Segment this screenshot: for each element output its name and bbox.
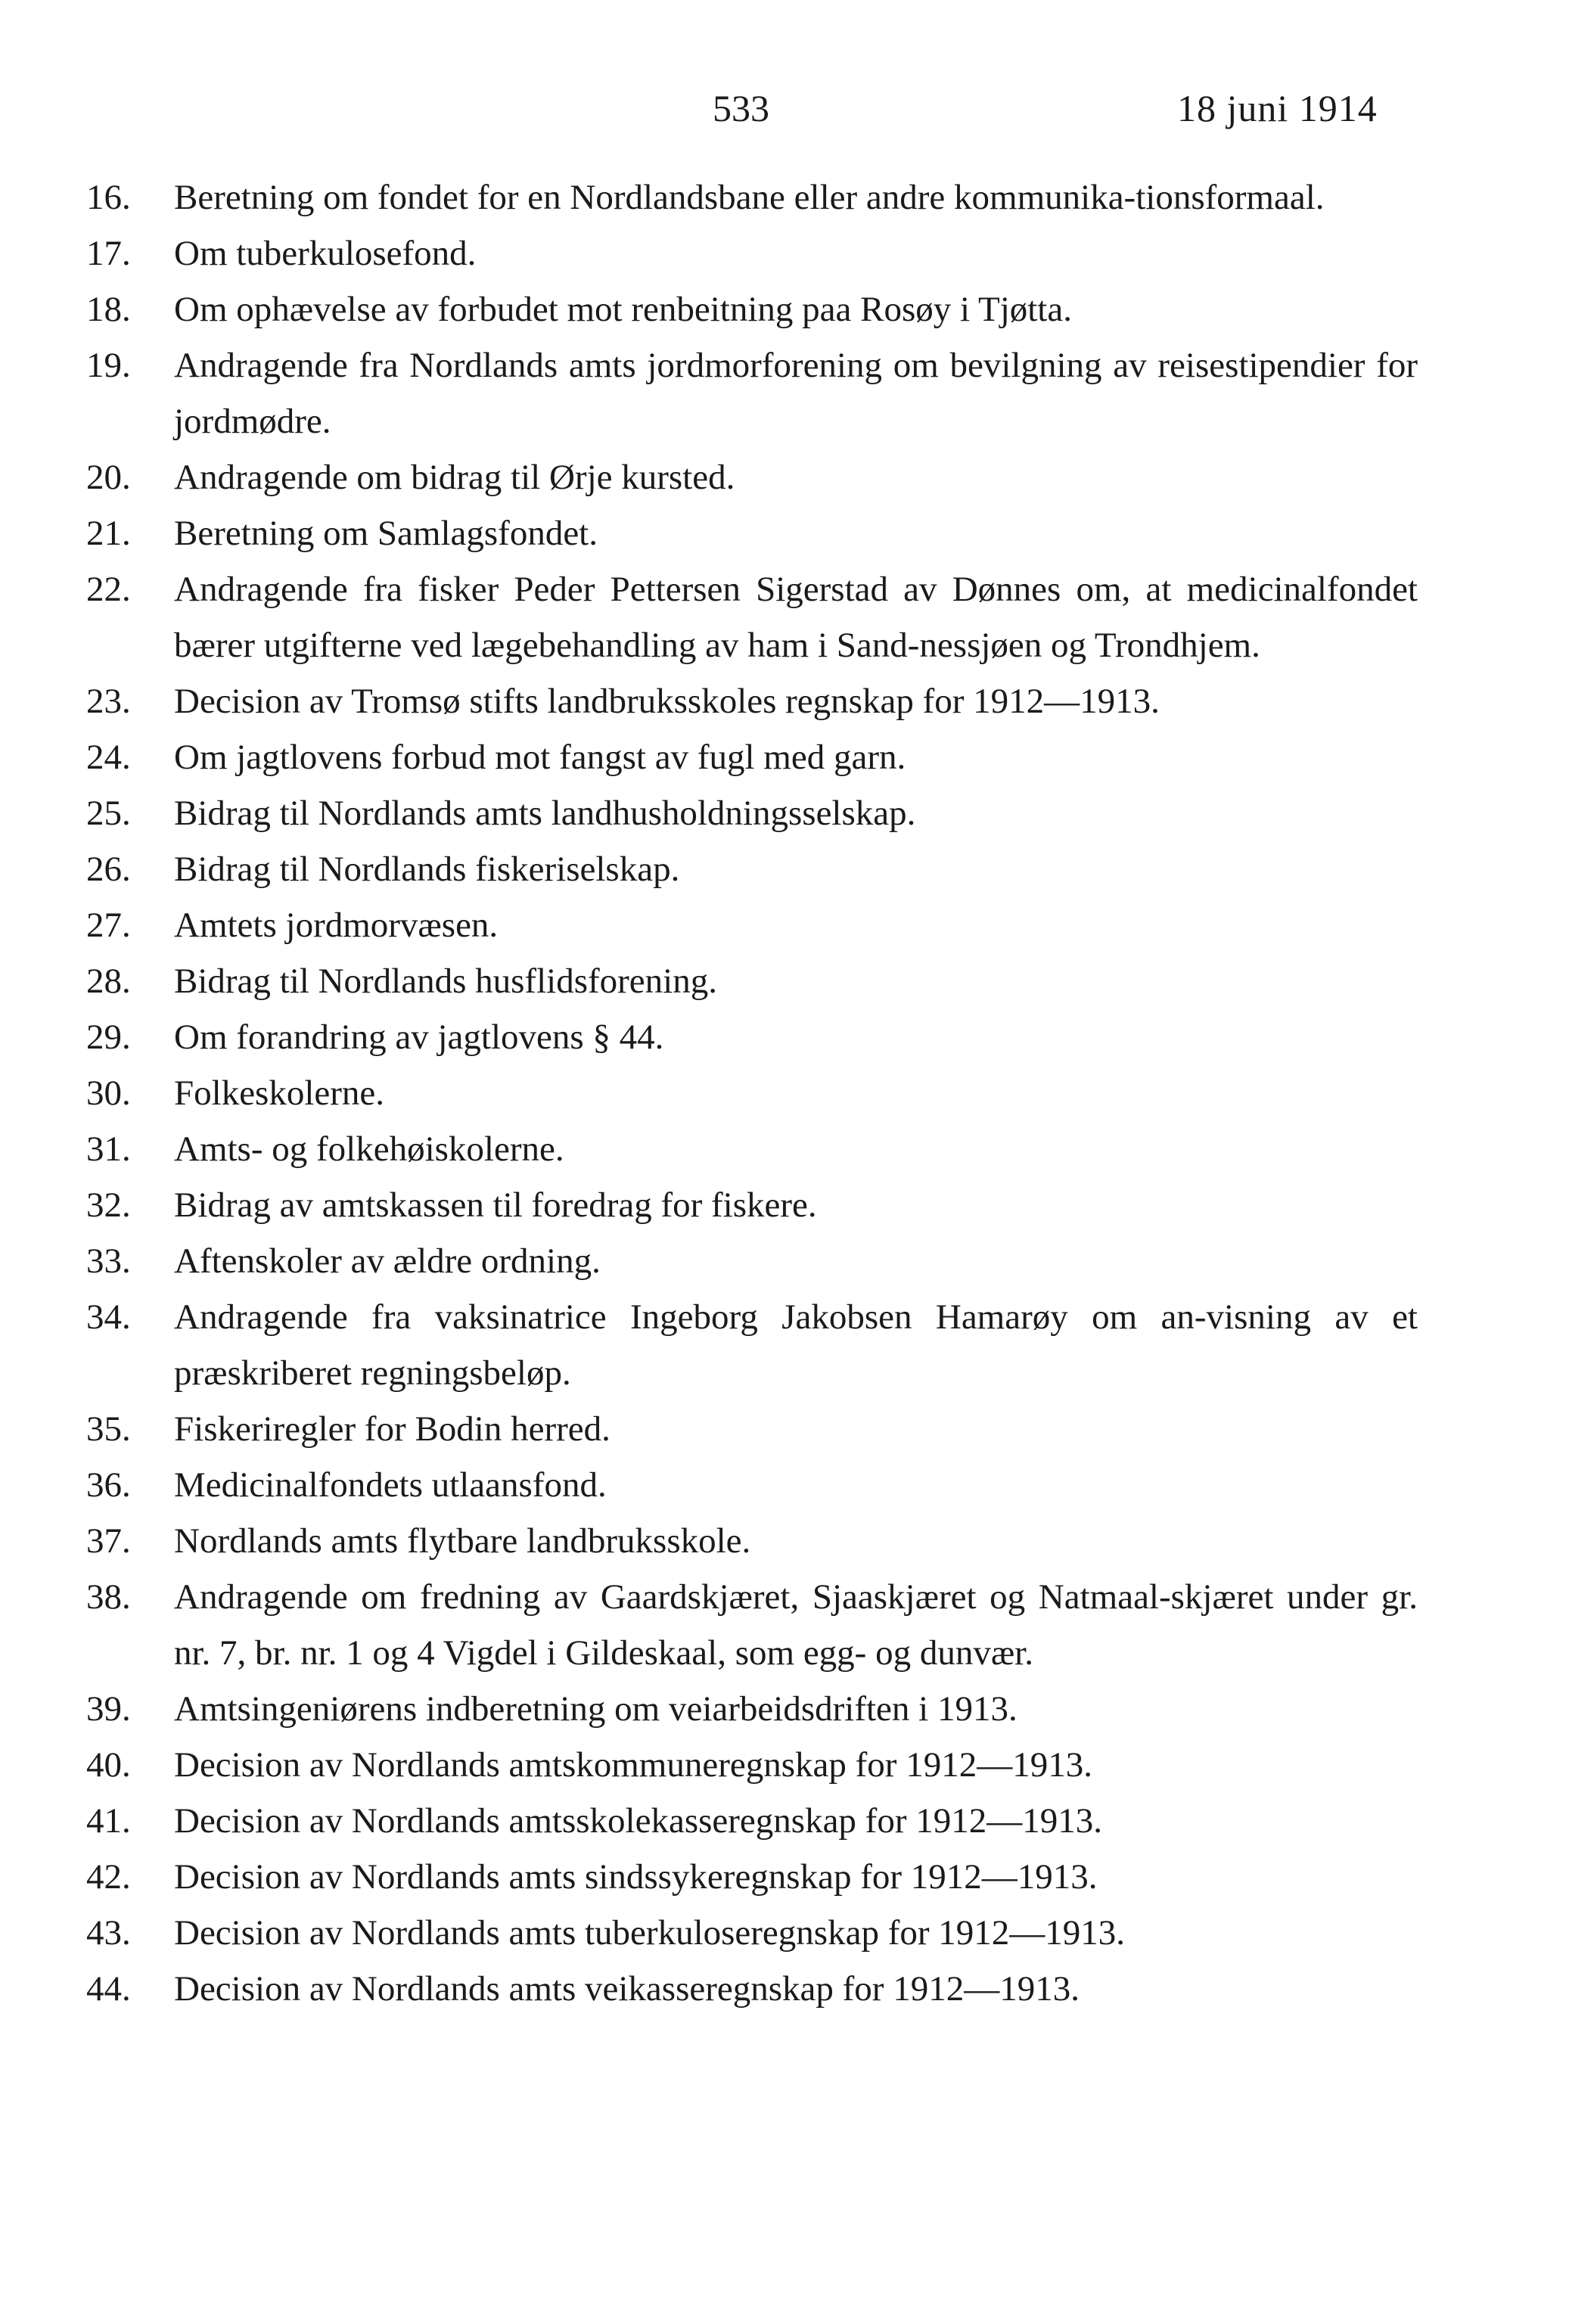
item-text: Andragende fra vaksinatrice Ingeborg Jakobsen Hamarøy om an-visning av et præskriberet regningsbeløp. — [174, 1297, 1418, 1393]
item-number: 27. — [86, 906, 131, 945]
list-item — [86, 337, 1418, 449]
list-item — [86, 169, 1418, 225]
list-item — [86, 1177, 1418, 1233]
list-item — [86, 729, 1418, 785]
list-item — [86, 505, 1418, 561]
item-text: Amts- og folkehøiskolerne. — [174, 1129, 564, 1169]
item-number: 42. — [86, 1857, 131, 1897]
list-item — [86, 561, 1418, 673]
list-item — [86, 841, 1418, 897]
item-number: 36. — [86, 1465, 131, 1505]
list-item — [86, 1737, 1418, 1793]
item-text: Andragende om fredning av Gaardskjæret, Sjaaskjæret og Natmaal-skjæret under gr. nr. 7, br. nr. 1 og 4 Vigdel i Gildeskaal, som egg- og dunvær. — [174, 1577, 1418, 1673]
item-text: Decision av Nordlands amts tuberkuloseregnskap for 1912—1913. — [174, 1913, 1125, 1953]
item-number: 40. — [86, 1745, 131, 1785]
item-number: 32. — [86, 1185, 131, 1225]
item-number: 18. — [86, 290, 131, 329]
list-item — [86, 281, 1418, 337]
list-item — [86, 953, 1418, 1009]
list-item — [86, 1849, 1418, 1905]
item-number: 28. — [86, 962, 131, 1001]
list-item — [86, 1233, 1418, 1289]
list-item — [86, 1793, 1418, 1849]
item-text: Om tuberkulosefond. — [174, 234, 477, 273]
item-text: Om forandring av jagtlovens § 44. — [174, 1018, 664, 1057]
list-item — [86, 1065, 1418, 1121]
list-item — [86, 1513, 1418, 1569]
item-number: 35. — [86, 1409, 131, 1449]
item-number: 26. — [86, 850, 131, 889]
list-item — [86, 1121, 1418, 1177]
list-item — [86, 1961, 1418, 2017]
page-date: 18 juni 1914 — [1177, 87, 1378, 129]
item-number: 21. — [86, 514, 131, 553]
item-number: 24. — [86, 738, 131, 777]
list-item — [86, 1289, 1418, 1401]
item-text: Decision av Tromsø stifts landbruksskoles regnskap for 1912—1913. — [174, 682, 1160, 721]
item-number: 43. — [86, 1913, 131, 1953]
item-text: Andragende fra Nordlands amts jordmorforening om bevilgning av reisestipendier for jordmødre. — [174, 346, 1418, 441]
item-text: Amtets jordmorvæsen. — [174, 906, 499, 945]
list-item — [86, 1569, 1418, 1681]
list-item — [86, 225, 1418, 281]
item-number: 37. — [86, 1521, 131, 1561]
item-text: Om jagtlovens forbud mot fangst av fugl med garn. — [174, 738, 906, 777]
item-text: Decision av Nordlands amts sindssykeregnskap for 1912—1913. — [174, 1857, 1098, 1897]
item-text: Andragende om bidrag til Ørje kursted. — [174, 458, 735, 497]
item-text: Amtsingeniørens indberetning om veiarbeidsdriften i 1913. — [174, 1689, 1018, 1729]
list-item — [86, 673, 1418, 729]
item-text: Om ophævelse av forbudet mot renbeitning paa Rosøy i Tjøtta. — [174, 290, 1072, 329]
agenda-list — [86, 169, 1418, 2017]
item-text: Decision av Nordlands amtsskolekasseregnskap for 1912—1913. — [174, 1801, 1102, 1841]
item-number: 39. — [86, 1689, 131, 1729]
item-text: Aftenskoler av ældre ordning. — [174, 1241, 601, 1281]
list-item — [86, 1009, 1418, 1065]
item-number: 38. — [86, 1577, 131, 1617]
list-item — [86, 785, 1418, 841]
item-number: 16. — [86, 178, 131, 217]
item-number: 17. — [86, 234, 131, 273]
item-text: Decision av Nordlands amts veikasseregnskap for 1912—1913. — [174, 1969, 1080, 2009]
item-text: Bidrag av amtskassen til foredrag for fiskere. — [174, 1185, 817, 1225]
item-text: Fiskeriregler for Bodin herred. — [174, 1409, 611, 1449]
item-number: 19. — [86, 346, 131, 385]
item-number: 25. — [86, 794, 131, 833]
list-item — [86, 1457, 1418, 1513]
item-number: 33. — [86, 1241, 131, 1281]
item-number: 34. — [86, 1297, 131, 1337]
list-item — [86, 1681, 1418, 1737]
item-number: 20. — [86, 458, 131, 497]
item-number: 29. — [86, 1018, 131, 1057]
item-number: 23. — [86, 682, 131, 721]
item-text: Andragende fra fisker Peder Pettersen Sigerstad av Dønnes om, at medicinalfondet bærer utgifterne ved lægebehandling av ham i Sand-nessjøen og Trondhjem. — [174, 570, 1418, 665]
list-item — [86, 1905, 1418, 1961]
item-text: Bidrag til Nordlands amts landhusholdningsselskap. — [174, 794, 916, 833]
item-number: 44. — [86, 1969, 131, 2009]
item-number: 22. — [86, 570, 131, 609]
list-item — [86, 449, 1418, 505]
item-text: Decision av Nordlands amtskommuneregnskap for 1912—1913. — [174, 1745, 1092, 1785]
item-text: Beretning om Samlagsfondet. — [174, 514, 598, 553]
item-text: Bidrag til Nordlands husflidsforening. — [174, 962, 717, 1001]
item-number: 41. — [86, 1801, 131, 1841]
page-number: 533 — [713, 87, 769, 129]
item-text: Folkeskolerne. — [174, 1073, 385, 1113]
list-item — [86, 897, 1418, 953]
item-number: 31. — [86, 1129, 131, 1169]
item-text: Nordlands amts flytbare landbruksskole. — [174, 1521, 751, 1561]
item-text: Bidrag til Nordlands fiskeriselskap. — [174, 850, 680, 889]
item-text: Medicinalfondets utlaansfond. — [174, 1465, 607, 1505]
list-item — [86, 1401, 1418, 1457]
item-number: 30. — [86, 1073, 131, 1113]
item-text: Beretning om fondet for en Nordlandsbane eller andre kommunika-tionsformaal. — [174, 178, 1325, 217]
